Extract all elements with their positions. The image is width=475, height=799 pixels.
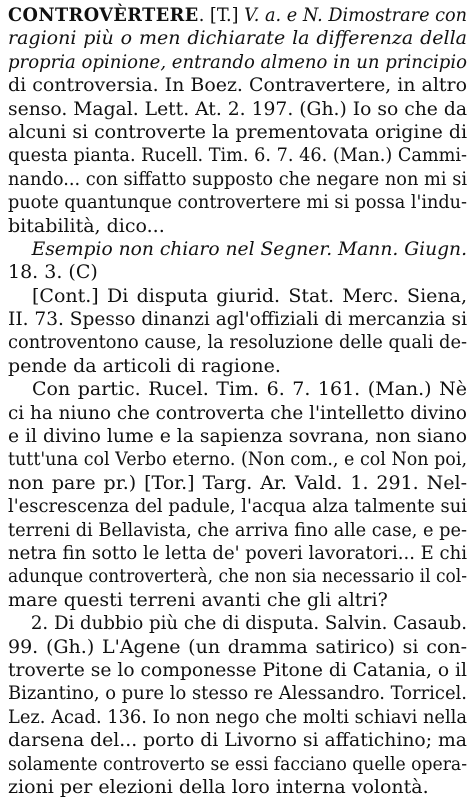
entry-line-2: ragioni più o men dichiarate la differenza della: [8, 27, 467, 50]
entry-line-6: alcuni si controverte la prementovata origine di: [8, 120, 468, 143]
entry-line-1: [8, 4, 468, 27]
entry-line-13: [Cont.] Di disputa giurid. Stat. Merc. Siena,: [32, 284, 467, 307]
entry-line-27: 2. Di dubbio più che di disputa. Salvin. Casaub.: [30, 612, 467, 635]
entry-line-14: II. 73. Spesso dinanzi agl'offiziali di mercanzia si: [8, 308, 468, 331]
entry-line-21: non pare pr.) [Tor.] Targ. Ar. Vald. 1. 291. Nel-: [8, 471, 467, 494]
entry-line-20: tutt'una col Verbo eterno. (Non com., e col Non poi,: [8, 448, 468, 471]
entry-line-12: 18. 3. (C): [8, 261, 98, 284]
entry-line-30: Bizantino, o pure lo stesso re Alessandro. Torricel.: [8, 682, 468, 705]
entry-line-22: l'escrescenza del padule, l'acqua alza talmente sui: [8, 495, 467, 518]
entry-line-23: terreni di Bellavista, che arriva fino alle case, e pe-: [8, 518, 467, 541]
entry-line-34: zioni per elezioni della loro interna volontà.: [8, 775, 429, 798]
entry-line-28: 99. (Gh.) L'Agene (un dramma satirico) si con-: [8, 635, 467, 658]
entry-line-11: Esempio non chiaro nel Segner. Mann. Giugn.: [31, 237, 468, 260]
entry-line-19: e il divino lume e la sapienza sovrana, non siano: [8, 425, 468, 448]
entry-line-16: pende da articoli di ragione.: [8, 354, 281, 377]
entry-line-15: controventono cause, la resoluzione delle quali de-: [8, 331, 468, 354]
headword: CONTROVÈRTERE: [8, 4, 199, 26]
entry-line-4: di controversia. In Boez. Contravertere, in altro: [8, 74, 467, 97]
entry-line-17: Con partic. Rucel. Tim. 6. 7. 161. (Man.) Nè: [32, 378, 467, 401]
entry-line-5: senso. Magal. Lett. At. 2. 197. (Gh.) Io so che da: [8, 97, 467, 120]
entry-line-29: troverte se lo componesse Pitone di Catania, o il: [8, 658, 468, 681]
entry-line-33: solamente controverto se essi facciano quelle opera-: [8, 752, 468, 775]
entry-line-8: nando... con siffatto supposto che negare non mi si: [8, 167, 468, 190]
entry-line-9: puote quantunque controvertere mi si possa l'indu-: [8, 191, 468, 214]
entry-line-7: questa pianta. Rucell. Tim. 6. 7. 46. (Man.) Cammi-: [8, 144, 468, 167]
entry-line-24: netra fin sotto le letta de' poveri lavoratori... E chi: [8, 541, 467, 564]
entry-line-10: bitabilità, dico...: [8, 214, 165, 237]
entry-line-18: ci ha niuno che controverta che l'intelletto divino: [8, 401, 467, 424]
entry-line-26: mare questi terreni avanti che gli altri?: [8, 588, 388, 611]
entry-line-31: Lez. Acad. 136. Io non nego che molti schiavi nella: [8, 705, 467, 728]
entry-line-3: propria opinione, entrando almeno in un principio: [8, 50, 467, 73]
entry-line-25: adunque controverterà, che non sia necessario il col-: [8, 565, 467, 588]
entry-line-32: darsena del... porto di Livorno si affatichino; ma: [8, 729, 467, 752]
entry-line-1-rest: . [T.] V. a. e N. Dimostrare con: [198, 4, 468, 26]
